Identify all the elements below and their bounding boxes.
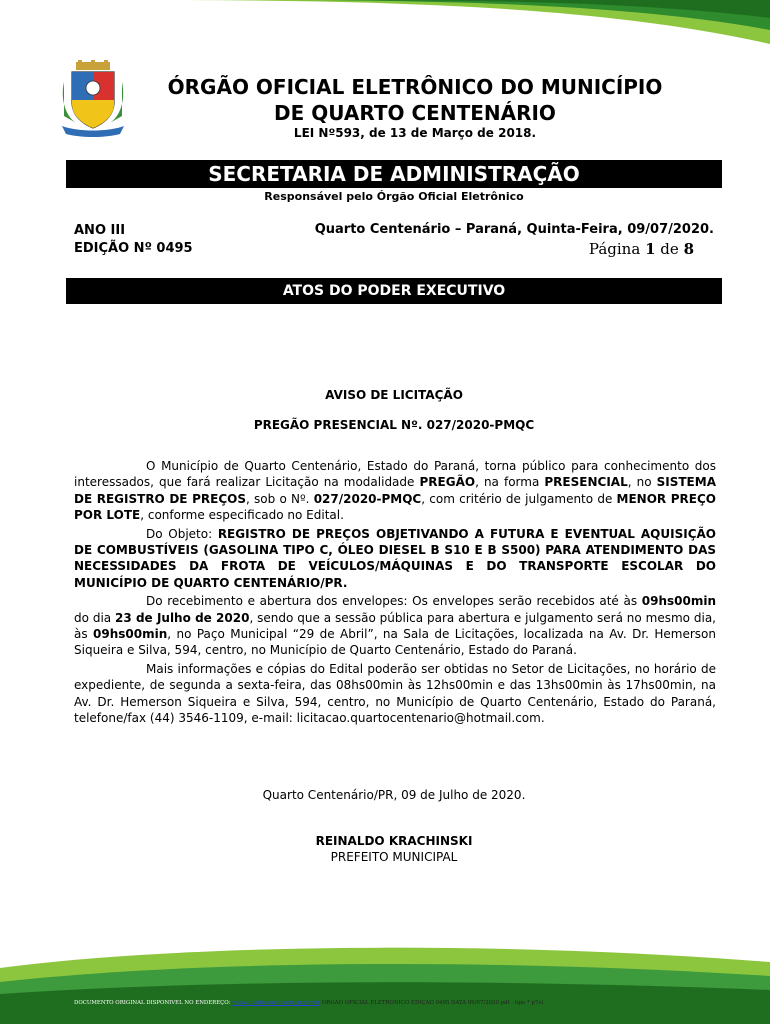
- notice-paragraph-1: O Município de Quarto Centenário, Estado do Paraná, torna público para conhecimento dos interessados, que fará realizar Licitação na modalidade PREGÃO, na forma PRESENCIAL, no SISTEMA DE REGISTRO DE PREÇOS, sob o Nº. 027/2020-PMQC, com critério de julgamento de MENOR PREÇO POR LOTE, conforme especificado no Edital.: [74, 459, 716, 523]
- signer-role: PREFEITO MUNICIPAL: [330, 850, 458, 864]
- page-of: de: [660, 240, 679, 258]
- page-current: 1: [645, 240, 656, 258]
- location-date: Quarto Centenário – Paraná, Quinta-Feira, 09/07/2020.: [314, 222, 714, 237]
- edition-info: [74, 222, 193, 258]
- top-green-wave-decoration: [0, 0, 770, 60]
- gazette-title-line2: DE QUARTO CENTENÁRIO: [274, 101, 556, 125]
- notice-paragraph-envelopes: Do recebimento e abertura dos envelopes: Os envelopes serão recebidos até às 09hs00min do dia 23 de Julho de 2020, sendo que a sessão pública para abertura e julgamento será no mesmo dia, às 09hs00min, no Paço Municipal “29 de Abril”, na Sala de Licitações, localizada na Av. Dr. Hemerson Siqueira e Silva, 594, centro, no Município de Quarto Centenário, Estado do Paraná.: [74, 594, 716, 658]
- secretaria-banner: SECRETARIA DE ADMINISTRAÇÃO: [66, 160, 722, 188]
- signer-name: REINALDO KRACHINSKI: [315, 834, 473, 848]
- footer-link[interactable]: www.quartocentenario.pr.gov.br: [232, 1000, 321, 1006]
- bottom-green-wave-decoration: [0, 938, 770, 1024]
- edition-year: ANO III: [74, 223, 126, 238]
- gazette-title: [130, 74, 700, 126]
- notice-date: Quarto Centenário/PR, 09 de Julho de 2020.: [262, 788, 526, 802]
- notice-body: [74, 458, 716, 729]
- gazette-title-line1: ÓRGÃO OFICIAL ELETRÔNICO DO MUNICÍPIO: [167, 75, 663, 99]
- secretaria-subtitle: Responsável pelo Órgão Oficial Eletrônico: [264, 190, 524, 203]
- notice-paragraph-info: Mais informações e cópias do Edital poderão ser obtidas no Setor de Licitações, no horário de expediente, de segunda a sexta-feira, das 08hs00min às 12hs00min e das 13hs00min às 17hs00min, na Av. Dr. Hemerson Siqueira e Silva, 594, centro, no Município de Quarto Centenário, Estado do Paraná, telefone/fax (44) 3546-1109, e-mail: licitacao.quartocentenario@hotmail.com.: [74, 661, 716, 726]
- municipal-crest-icon: [58, 60, 128, 138]
- notice-heading: AVISO DE LICITAÇÃO: [325, 388, 463, 402]
- pregao-number: PREGÃO PRESENCIAL Nº. 027/2020-PMQC: [253, 418, 535, 432]
- page-total: 8: [683, 240, 694, 258]
- edition-number: EDIÇÃO Nº 0495: [74, 241, 193, 256]
- page-label: Página: [588, 240, 641, 258]
- law-reference: LEI Nº593, de 13 de Março de 2018.: [293, 126, 537, 140]
- page-indicator: [500, 240, 694, 258]
- section-banner: ATOS DO PODER EXECUTIVO: [66, 278, 722, 304]
- notice-paragraph-object: Do Objeto: REGISTRO DE PREÇOS OBJETIVANDO A FUTURA E EVENTUAL AQUISIÇÃO DE COMBUSTÍVEIS (GASOLINA TIPO C, ÓLEO DIESEL B S10 E B S500) PARA ATENDIMENTO DAS NECESSIDADES DA FROTA DE VEÍCULOS/MÁQUINAS E DO TRANSPORTE ESCOLAR DO MUNICÍPIO DE QUARTO CENTENÁRIO/PR.: [74, 526, 716, 590]
- footer-suffix: ÓRGÃO OFICIAL ELETRÔNICO EDIÇÃO 0495 DATA 09/07/2020 pdf - tipo * p7s): [320, 1000, 544, 1006]
- footer-prefix: DOCUMENTO ORIGINAL DISPONÍVEL NO ENDEREÇO:: [74, 1000, 233, 1006]
- footer-source-line: [74, 1000, 714, 1006]
